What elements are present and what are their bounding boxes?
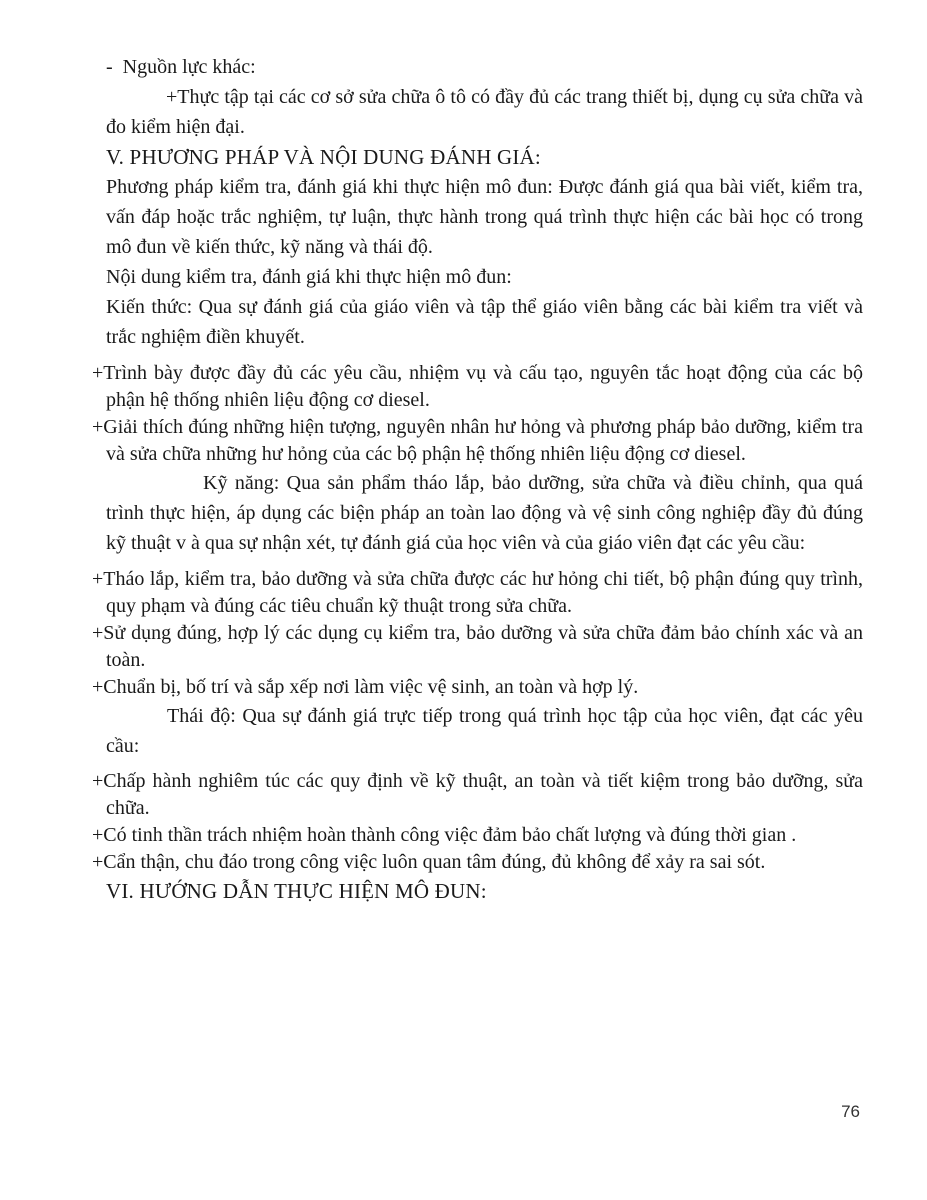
skill-item-list <box>92 566 863 701</box>
list-item-skill-3: +Chuẩn bị, bố trí và sắp xếp nơi làm việc vệ sinh, an toàn và hợp lý. <box>92 676 639 698</box>
list-item-attitude-2: +Có tinh thần trách nhiệm hoàn thành công việc đảm bảo chất lượng và đúng thời gian . <box>92 824 797 846</box>
para-practice: +Thực tập tại các cơ sở sửa chữa ô tô có đầy đủ các trang thiết bị, dụng cụ sửa chữa và đo kiểm hiện đại. <box>106 86 863 138</box>
heading-section-vi: VI. HƯỚNG DẪN THỰC HIỆN MÔ ĐUN: <box>106 879 487 903</box>
document-content <box>92 52 863 906</box>
line-evaluation-content: Nội dung kiểm tra, đánh giá khi thực hiện mô đun: <box>106 266 512 288</box>
heading-section-v: V. PHƯƠNG PHÁP VÀ NỘI DUNG ĐÁNH GIÁ: <box>106 145 541 169</box>
para-evaluation-method: Phương pháp kiểm tra, đánh giá khi thực hiện mô đun: Được đánh giá qua bài viết, kiểm tra, vấn đáp hoặc trắc nghiệm, tự luận, thực hành trong quá trình thực hiện các bài học có trong mô đun về kiến thức, kỹ năng và thái độ. <box>106 176 863 258</box>
para-attitude: Thái độ: Qua sự đánh giá trực tiếp trong quá trình học tập của học viên, đạt các yêu cầu: <box>106 705 863 757</box>
knowledge-item-list <box>92 360 863 468</box>
list-item-skill-1: +Tháo lắp, kiểm tra, bảo dưỡng và sửa chữa được các hư hỏng chi tiết, bộ phận đúng quy trình, quy phạm và đúng các tiêu chuẩn kỹ thuật trong sửa chữa. <box>92 568 863 617</box>
list-item-knowledge-1: +Trình bày được đầy đủ các yêu cầu, nhiệm vụ và cấu tạo, nguyên tắc hoạt động của các bộ phận hệ thống nhiên liệu động cơ diesel. <box>92 362 863 411</box>
attitude-item-list <box>92 768 863 876</box>
list-item-attitude-3: +Cẩn thận, chu đáo trong công việc luôn quan tâm đúng, đủ không để xảy ra sai sót. <box>92 851 766 873</box>
page-number: 76 <box>841 1102 860 1121</box>
bullet-other-resources: - Nguồn lực khác: <box>106 56 256 78</box>
para-knowledge: Kiến thức: Qua sự đánh giá của giáo viên và tập thể giáo viên bằng các bài kiểm tra viết và trắc nghiệm điền khuyết. <box>106 296 863 348</box>
para-skill: Kỹ năng: Qua sản phẩm tháo lắp, bảo dưỡng, sửa chữa và điều chỉnh, qua quá trình thực hiện, áp dụng các biện pháp an toàn lao động và vệ sinh công nghiệp đầy đủ đúng kỹ thuật v à qua sự nhận xét, tự đánh giá của học viên và của giáo viên đạt các yêu cầu: <box>106 472 863 554</box>
list-item-attitude-1: +Chấp hành nghiêm túc các quy định về kỹ thuật, an toàn và tiết kiệm trong bảo dưỡng, sửa chữa. <box>92 770 863 819</box>
list-item-knowledge-2: +Giải thích đúng những hiện tượng, nguyên nhân hư hỏng và phương pháp bảo dưỡng, kiểm tra và sửa chữa những hư hỏng của các bộ phận hệ thống nhiên liệu động cơ diesel. <box>92 416 863 465</box>
list-item-skill-2: +Sử dụng đúng, hợp lý các dụng cụ kiểm tra, bảo dưỡng và sửa chữa đảm bảo chính xác và an toàn. <box>92 622 863 671</box>
